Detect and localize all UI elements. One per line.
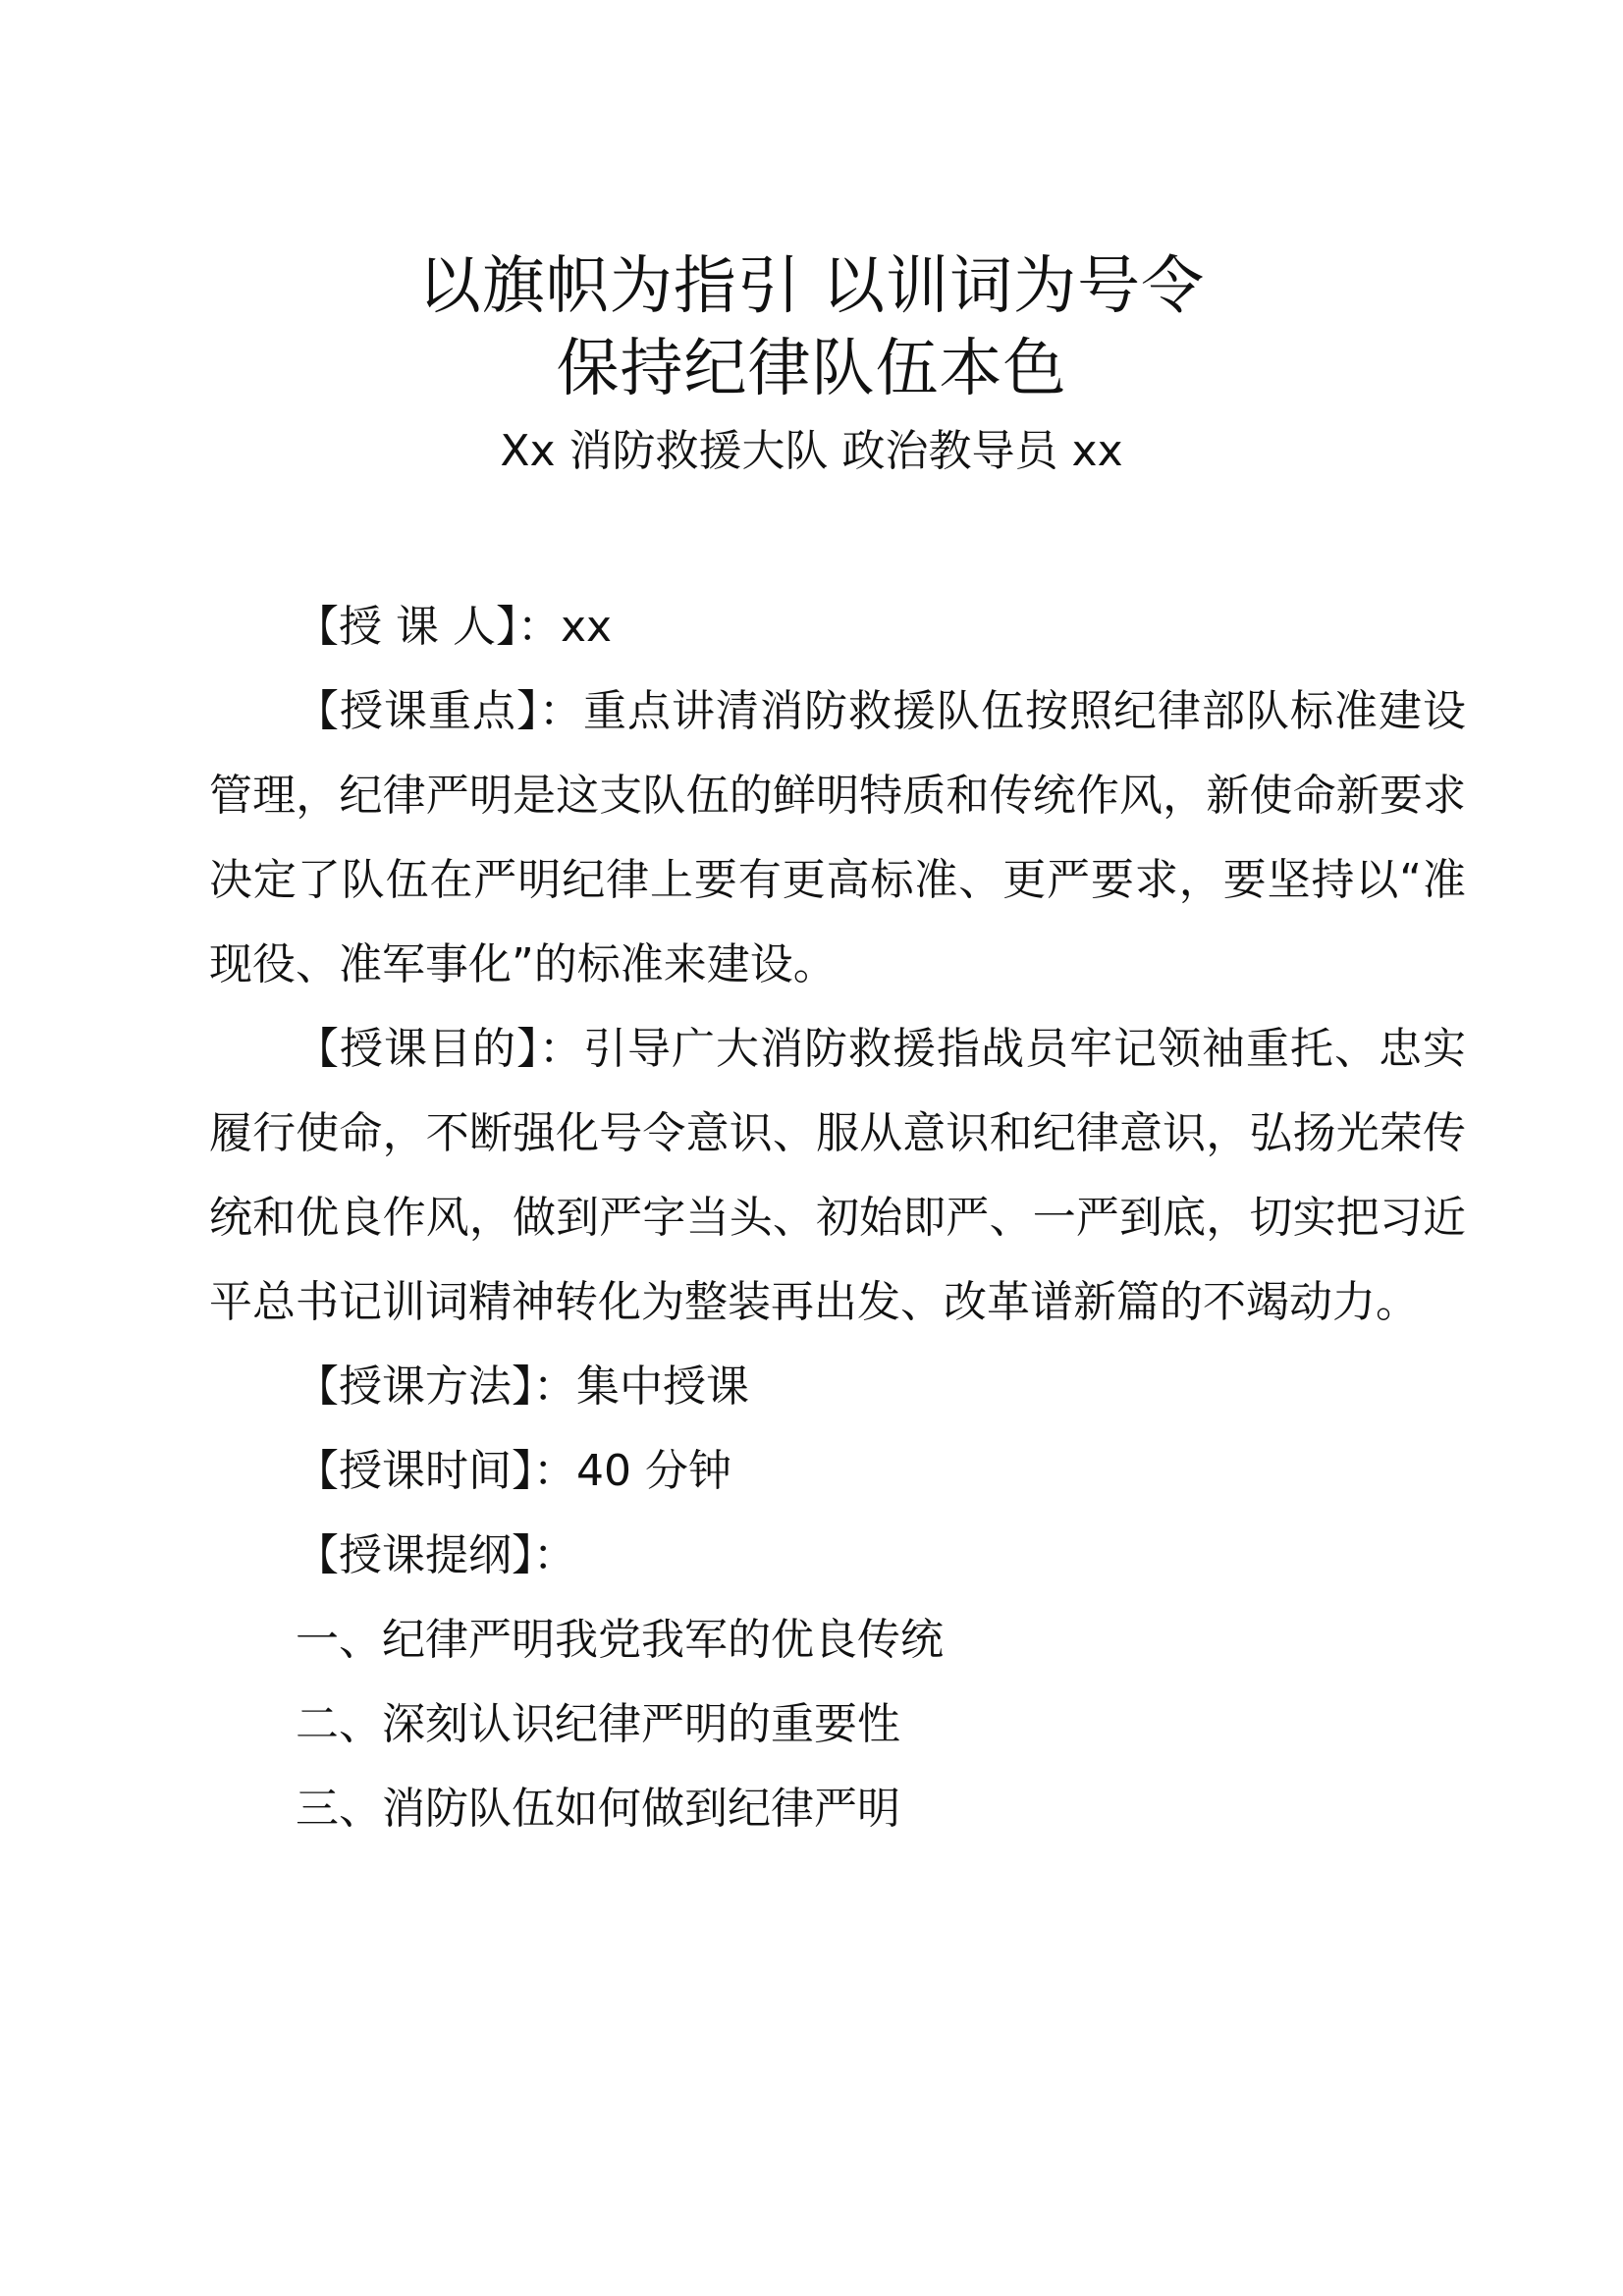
document-body	[209, 585, 1466, 1851]
method-value: 集中授课	[576, 1362, 749, 1412]
purpose-value: 引导广大消防救援指战员牢记领袖重托、忠实履行使命，不断强化号令意识、服从意识和纪律意识，弘扬光荣传统和优良作风，做到严字当头、初始即严、一严到底，切实把习近平总书记训词精神转化为整装再出发、改革谱新篇的不竭动力。	[209, 1024, 1466, 1327]
instructor-value: xx	[560, 602, 613, 652]
duration-label: 【授课时间】：	[296, 1446, 576, 1496]
method-label: 【授课方法】：	[296, 1362, 576, 1412]
outline-paragraph	[209, 1514, 1466, 1598]
purpose-paragraph	[209, 1007, 1466, 1345]
focus-value: 重点讲清消防救援队伍按照纪律部队标准建设管理，纪律严明是这支队伍的鲜明特质和传统作风，新使命新要求决定了队伍在严明纪律上要有更高标准、更严要求，要坚持以“准现役、准军事化”的标准来建设。	[209, 686, 1466, 989]
document-subtitle: Xx 消防救援大队 政治教导员 xx	[500, 426, 1123, 476]
method-paragraph	[209, 1345, 1466, 1429]
focus-label: 【授课重点】：	[296, 686, 583, 736]
instructor-paragraph	[209, 585, 1466, 669]
focus-paragraph	[209, 669, 1466, 1007]
outline-label: 【授课提纲】：	[296, 1530, 576, 1580]
instructor-label: 【授 课 人】：	[296, 602, 561, 652]
duration-value: 40 分钟	[576, 1446, 731, 1496]
document-title-line1: 以旗帜为指引 以训词为号令	[417, 250, 1206, 323]
outline-item-3: 三、消防队伍如何做到纪律严明	[296, 1784, 900, 1834]
purpose-label: 【授课目的】：	[296, 1024, 583, 1074]
document-title-line2: 保持纪律队伍本色	[556, 333, 1067, 405]
duration-paragraph	[209, 1429, 1466, 1514]
outline-item-1: 一、纪律严明我党我军的优良传统	[296, 1615, 944, 1665]
outline-item-2: 二、深刻认识纪律严明的重要性	[296, 1699, 900, 1749]
